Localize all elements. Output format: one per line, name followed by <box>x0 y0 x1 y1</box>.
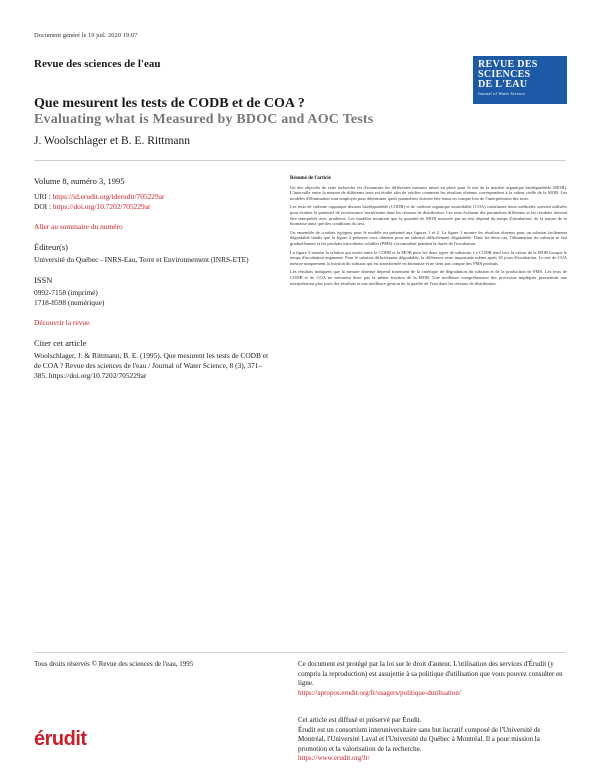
copyright-text: Tous droits réservés © Revue des sciences de l'eau, 1995 <box>34 660 194 668</box>
usage-notice <box>298 660 566 698</box>
publisher-label: Éditeur(s) <box>34 242 68 252</box>
abstract-paragraph: La figure 3 montre la relation qui existe entre le CODB et la MOB pour les deux types de substrats. Le CODB tend vers la valeur de la MOB lorsque le temps d'incubation augmente. Pour le substrat difficilement dégradable, la différence reste importante même après 30 jours d'incubation. Le test de COA mesure uniquement la fraction du substrat qui est transformée en biomasse et ne tient pas compte des PMS produits. <box>290 249 567 266</box>
distribution-notice <box>298 716 566 764</box>
abstract-column <box>290 176 567 289</box>
issn-label: ISSN <box>34 275 53 285</box>
usage-policy-link[interactable]: https://apropos.erudit.org/fr/usagers/politique-dutilisation/ <box>298 688 461 697</box>
dist-text: Érudit est un consortium interuniversitaire sans but lucratif composé de l'Université de Montréal, l'Université Laval et l'Université du Québec à Montréal. Il a pour mission la promotion et la valorisation de la recherche. <box>298 725 541 753</box>
doi-link[interactable]: https://doi.org/10.7202/705229ar <box>52 202 151 211</box>
uri-label: URI : <box>34 192 51 201</box>
abstract-paragraph: Les tests de carbone organique dissous biodégradable (CODB) et de carbone organique assimilable (COA) constituent deux méthodes souvent utilisées pour évaluer le potentiel de recroissance bactérienne dans les réseaux de distribution. Ces tests évaluent des paramètres différents et les résultats doivent être interprétés avec prudence. Les modèles montrent que la quantité de MOB mesurée par un test dépend du temps d'incubation, de la nature de la biomasse ainsi que des conditions du test. <box>290 204 567 227</box>
article-authors: J. Woolschlager et B. E. Rittmann <box>34 135 191 147</box>
journal-name: Revue des sciences de l'eau <box>34 58 161 70</box>
logo-line-1: REVUE DES <box>478 59 538 70</box>
erudit-link[interactable]: https://www.erudit.org/fr/ <box>298 754 370 762</box>
journal-logo[interactable] <box>473 56 567 104</box>
doi-label: DOI : <box>34 202 52 211</box>
issn-print: 0992-7158 (imprimé) <box>34 288 98 297</box>
uri-link[interactable]: https://id.erudit.org/iderudit/705229ar <box>52 192 165 201</box>
article-title: Que mesurent les tests de CODB et de COA ? <box>34 96 305 111</box>
dist-heading: Cet article est diffusé et préservé par Érudit. <box>298 716 422 724</box>
abstract-paragraph: Un des objectifs de cette recherche est d'examiner les différentes mesures mises en place pour le test de la matière organique biodégradable (MOB). L'intervalle entre la mesure de différents tests est étudié afin de vérifier comment les résultats obtenus correspondent à la valeur réelle de la MOB. Les modèles d'élimination sont employés pour déterminer quels paramètres doivent être tenus en compte lors de l'interprétation des tests. <box>290 184 567 201</box>
metadata-column <box>34 176 274 381</box>
abstract-heading: Résumé de l'article <box>290 176 331 181</box>
generated-date: Document généré le 19 juil. 2020 19:07 <box>34 32 138 39</box>
discover-link[interactable]: Découvrir la revue <box>34 318 90 327</box>
issn-digital: 1718-8598 (numérique) <box>34 298 105 307</box>
logo-line-3: DE L'EAU <box>478 79 528 90</box>
logo-subtitle: Journal of Water Science <box>478 91 526 96</box>
uri-row <box>34 192 274 202</box>
cite-label: Citer cet article <box>34 338 87 348</box>
article-subtitle: Evaluating what is Measured by BDOC and AOC Tests <box>34 112 374 127</box>
notice-text: Ce document est protégé par la loi sur le droit d'auteur. L'utilisation des services d'Érudit (y compris la reproduction) est assujettie à sa politique d'utilisation que vous pouvez consulter en ligne. <box>298 660 563 687</box>
abstract-paragraph: Un ensemble de courbes typiques pour le modèle est présenté aux figures 1 et 2. La figure 1 montre les résultats obtenus pour un substrat facilement dégradable tandis que la figure 2 présente ceux obtenus pour un substrat difficilement dégradable. Dans les deux cas, l'élimination du substrat se fait graduellement et les produits microbiens solubles (PMS) s'accumulent pendant la durée de l'incubation. <box>290 229 567 246</box>
divider <box>34 160 566 161</box>
doi-row <box>34 202 274 212</box>
volume-info: Volume 8, numéro 3, 1995 <box>34 176 125 186</box>
logo-line-2: SCIENCES <box>478 69 531 80</box>
erudit-logo[interactable]: érudit <box>34 728 87 750</box>
footer-divider <box>34 652 566 653</box>
citation-text: Woolschlager, J. & Rittmann, B. E. (1995). Que mesurent les tests de CODB et de COA ? Revue des sciences de l'eau / Journal of Water Science, 8 (3), 371–385. https://doi.org/10.7202/705229ar <box>34 351 269 380</box>
toc-link[interactable]: Aller au sommaire du numéro <box>34 222 123 231</box>
publisher-name: Université du Québec - INRS-Eau, Terre et Environnement (INRS-ETE) <box>34 255 249 264</box>
abstract-paragraph: Les résultats indiquent que la mesure obtenue dépend fortement de la cinétique de dégradation du substrat et de la production de PMS. Les tests de CODB et de COA ne mesurent donc pas la même fraction de la MOB. Une meilleure compréhension des processus impliqués permettrait une interprétation plus juste des résultats et une meilleure gestion de la qualité de l'eau dans les réseaux de distribution. <box>290 269 567 286</box>
